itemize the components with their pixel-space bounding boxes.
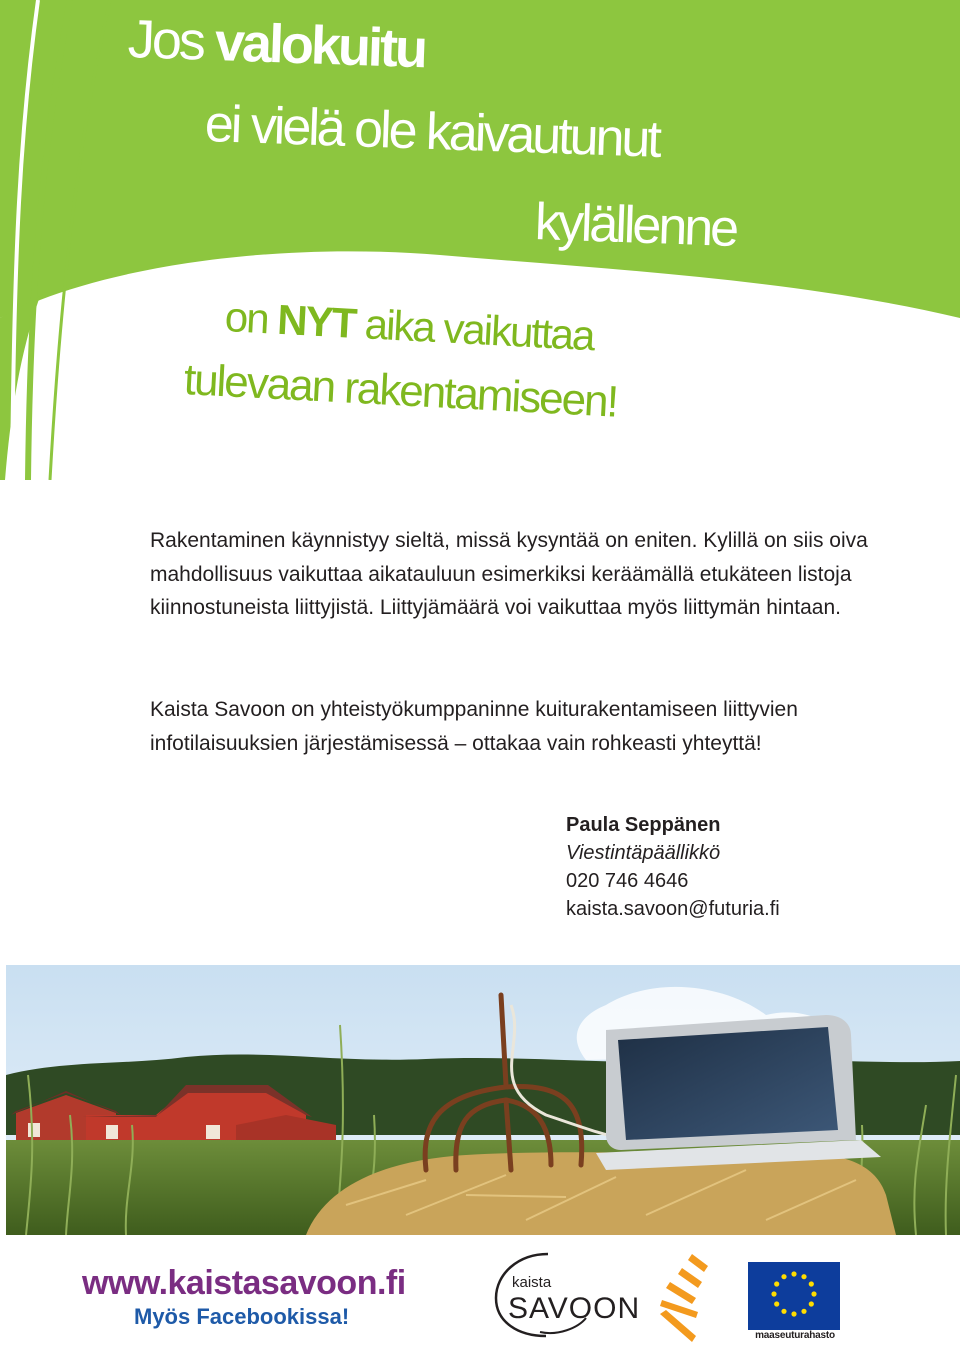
kaista-logo-small-text: kaista xyxy=(512,1274,552,1291)
headline-line-1 xyxy=(126,9,426,80)
subheadline-prefix: on xyxy=(223,293,269,343)
headline-line-3: kylällenne xyxy=(533,193,738,259)
laptop xyxy=(596,1015,881,1170)
headline-line-2: ei vielä ole kaivautunut xyxy=(203,95,660,169)
subheadline-suffix: aika vaikuttaa xyxy=(363,300,595,360)
field-laptop-pitchfork-photo xyxy=(6,965,960,1235)
contact-phone: 020 746 4646 xyxy=(566,870,689,892)
subheadline-line-2: tulevaan rakentamiseen! xyxy=(182,355,619,427)
futuria-logo-icon xyxy=(652,1252,712,1342)
subheadline-bold: NYT xyxy=(276,295,357,347)
headline-bold: valokuitu xyxy=(213,12,426,80)
eu-flag-icon xyxy=(748,1262,840,1330)
kaista-logo-large-text: SAVOON xyxy=(508,1292,641,1325)
contact-name: Paula Seppänen xyxy=(566,814,721,836)
contact-title: Viestintäpäällikkö xyxy=(566,842,721,864)
body-paragraph-1: Rakentaminen käynnistyy sieltä, missä kysyntää on eniten. Kylillä on siis oiva mahdollisuus vaikuttaa aikatauluun esimerkiksi keräämällä etukäteen listoja kiinnostuneista liittyjistä. Liittyjämäärä voi vaikuttaa myös liittymän hintaan. xyxy=(150,529,868,619)
body-paragraph-2: Kaista Savoon on yhteistyökumppaninne kuiturakentamiseen liittyvien infotilaisuuksien järjestämisessä – ottakaa vain rohkeasti yhteyttä! xyxy=(150,698,798,755)
contact-email: kaista.savoon@futuria.fi xyxy=(566,898,780,920)
contact-block xyxy=(566,811,780,923)
website-link[interactable]: www.kaistasavoon.fi xyxy=(82,1264,406,1302)
headline-prefix: Jos xyxy=(126,9,205,72)
kaista-savoon-logo xyxy=(488,1248,641,1340)
facebook-link[interactable]: Myös Facebookissa! xyxy=(134,1304,350,1329)
eu-fund-label: maaseuturahasto xyxy=(755,1330,835,1341)
